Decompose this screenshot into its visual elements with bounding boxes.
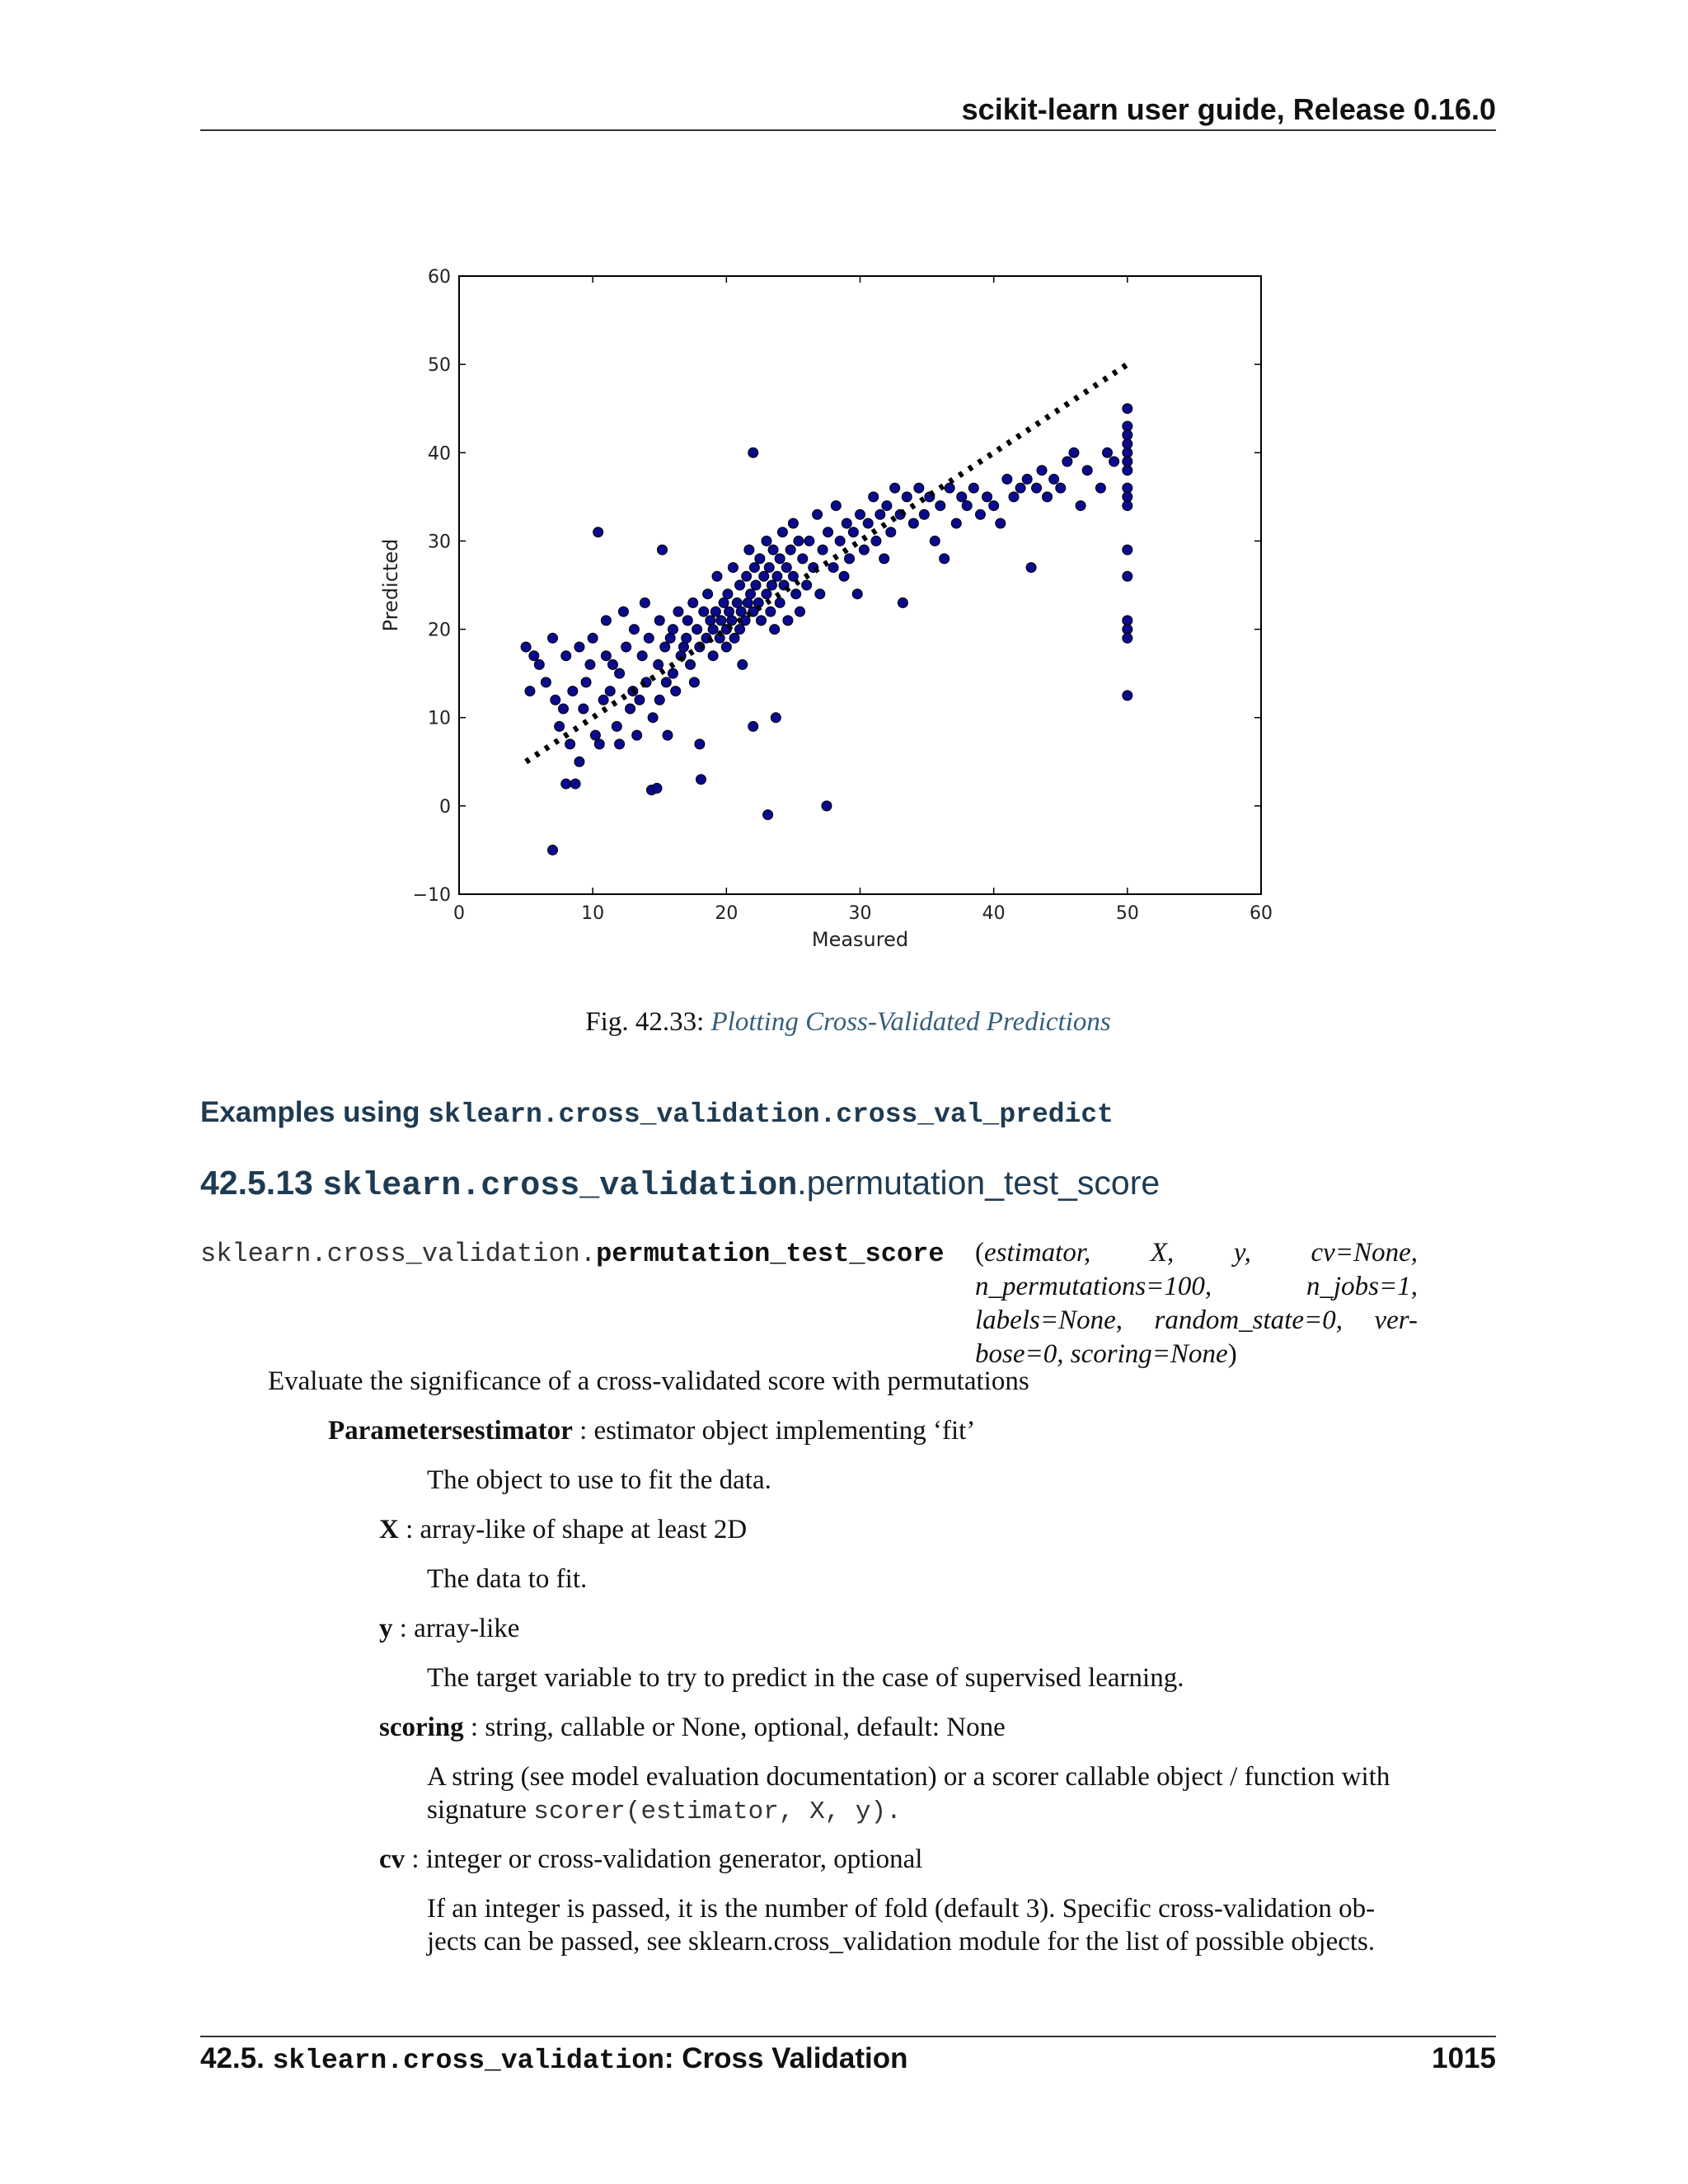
scatter-point [738, 659, 748, 669]
scatter-point [785, 545, 795, 555]
scatter-point [751, 580, 761, 590]
examples-heading-prefix: Examples using [200, 1096, 429, 1128]
scatter-point [629, 625, 639, 635]
plot-frame [459, 276, 1261, 894]
scatter-point [1002, 474, 1012, 484]
scatter-point [686, 659, 696, 669]
y-tick-label: 40 [428, 443, 451, 465]
x-tick-label: 50 [1115, 903, 1139, 924]
x-tick-label: 20 [715, 903, 738, 924]
scatter-point [951, 518, 961, 528]
scatter-point [668, 625, 678, 635]
scatter-point [1043, 492, 1053, 502]
header-rule [200, 129, 1496, 131]
footer-module: sklearn.cross_validation [272, 2046, 664, 2076]
scatter-point [1123, 545, 1132, 555]
scatter-point [898, 598, 907, 607]
scatter-point [644, 633, 654, 643]
scatter-point [1123, 404, 1132, 414]
scatter-point [570, 779, 580, 789]
scatter-point [749, 563, 759, 573]
scatter-point [605, 687, 615, 696]
scatter-point [975, 509, 985, 519]
param-scoring [379, 1711, 1006, 1744]
scatter-point [1082, 466, 1092, 476]
param-cv-desc [427, 1892, 1408, 1958]
scatter-point [859, 545, 869, 555]
figure-caption [200, 1007, 1496, 1038]
scatter-point [1032, 483, 1042, 493]
scatter-point [1123, 439, 1132, 449]
scatter-point [767, 580, 776, 590]
scatter-point [688, 598, 698, 607]
plot-layer [379, 267, 1273, 951]
y-tick-label: 0 [439, 796, 451, 818]
scatter-point [682, 616, 692, 626]
scatter-point [673, 607, 683, 616]
scatter-point [852, 589, 862, 599]
scatter-point [759, 571, 769, 581]
footer-page-number: 1015 [1432, 2042, 1496, 2074]
scatter-point [1123, 457, 1132, 466]
scatter-point [823, 527, 833, 537]
scatter-point [1049, 474, 1059, 484]
scatter-point [802, 580, 812, 590]
y-tick-label: 10 [428, 708, 451, 729]
scatter-point [574, 757, 584, 766]
scatter-point [818, 545, 828, 555]
scatter-chart [363, 247, 1286, 972]
scatter-point [886, 527, 896, 537]
signature-param: n_jobs=1, [1306, 1272, 1418, 1301]
scatter-point [525, 687, 535, 696]
scatter-point [621, 642, 631, 652]
scatter-point [835, 536, 845, 546]
signature-param: X, [1150, 1238, 1175, 1268]
scatter-point [748, 448, 758, 457]
scatter-point [1015, 483, 1025, 493]
scatter-point [845, 554, 855, 564]
scatter-point [632, 730, 642, 740]
param-cv-desc-line-2: jects can be passed, see sklearn.cross_validation module for the list of possible objects. [427, 1927, 1376, 1957]
y-tick-label: 60 [428, 267, 451, 288]
param-name: X [379, 1515, 399, 1544]
scatter-point [732, 598, 742, 607]
scatter-point [1123, 501, 1132, 511]
scatter-point [842, 518, 851, 528]
x-tick-label: 10 [581, 903, 605, 924]
scatter-point [601, 651, 611, 661]
param-estimator-desc: The object to use to fit the data. [427, 1465, 771, 1495]
param-name: scoring [379, 1713, 464, 1742]
scatter-point [654, 616, 664, 626]
section-heading [200, 1164, 1160, 1205]
param-scoring-desc [427, 1760, 1408, 1829]
examples-heading [200, 1096, 1114, 1130]
scatter-point [772, 571, 782, 581]
signature-close-paren: ) [1227, 1339, 1237, 1369]
scatter-point [728, 563, 738, 573]
scatter-point [1069, 448, 1079, 457]
scatter-point [721, 642, 731, 652]
scatter-point [710, 607, 720, 616]
param-x-desc: The data to fit. [427, 1564, 588, 1594]
scatter-point [879, 554, 889, 564]
scatter-point [708, 651, 718, 661]
scatter-point [908, 518, 918, 528]
scatter-point [1123, 421, 1132, 431]
scatter-point [654, 659, 663, 669]
signature-param: n_permutations=100, [975, 1272, 1212, 1301]
scatter-point [661, 677, 671, 687]
scatter-point [735, 625, 745, 635]
scatter-point [794, 536, 804, 546]
scatter-point [742, 571, 752, 581]
scatter-point [548, 845, 558, 855]
signature-params-line-3 [975, 1304, 1418, 1338]
scatter-point [1062, 457, 1072, 466]
scatter-point [746, 589, 756, 599]
scatter-point [940, 554, 950, 564]
scatter-point [590, 730, 600, 740]
scatter-point [654, 695, 664, 705]
scatter-point [696, 775, 706, 785]
scatter-point [902, 492, 912, 502]
scatter-point [1123, 448, 1132, 457]
scatter-point [652, 783, 662, 793]
scatter-point [791, 589, 801, 599]
scatter-point [529, 651, 539, 661]
scatter-point [601, 616, 611, 626]
parameters-heading: Parameters [328, 1416, 463, 1446]
x-tick-label: 30 [848, 903, 872, 924]
scatter-point [712, 571, 722, 581]
scatter-point [848, 527, 858, 537]
scatter-point [764, 563, 774, 573]
scatter-point [1056, 483, 1066, 493]
scatter-point [1123, 691, 1132, 701]
scatter-point [743, 598, 753, 607]
footer-section-number: 42.5. [200, 2042, 273, 2074]
scatter-point [1103, 448, 1113, 457]
param-type: : array-like [392, 1614, 520, 1643]
param-type: : integer or cross-validation generator, optional [405, 1844, 923, 1874]
scatter-point [968, 483, 978, 493]
scatter-point [770, 625, 780, 635]
param-y [379, 1612, 519, 1645]
scatter-point [762, 589, 771, 599]
scatter-point [716, 616, 726, 626]
signature-params [975, 1236, 1418, 1371]
scatter-point [727, 616, 737, 626]
scatter-point [989, 501, 999, 511]
function-description: Evaluate the significance of a cross-validated score with permutations [268, 1366, 1029, 1396]
scatter-point [574, 642, 584, 652]
scatter-point [607, 659, 617, 669]
scatter-point [615, 739, 625, 749]
param-name: cv [379, 1844, 406, 1874]
scatter-point [919, 509, 929, 519]
scatter-point [763, 810, 773, 820]
scatter-point [648, 713, 658, 723]
scatter-point [813, 509, 823, 519]
section-number: 42.5.13 [200, 1164, 313, 1202]
signature-param: y, [1233, 1238, 1251, 1268]
y-axis-label: Predicted [379, 538, 402, 632]
scatter-point [724, 607, 734, 616]
scatter-point [699, 607, 709, 616]
scatter-point [585, 659, 595, 669]
figure-caption-link[interactable]: Plotting Cross-Validated Predictions [710, 1007, 1111, 1037]
scatter-point [996, 518, 1006, 528]
scatter-point [828, 563, 838, 573]
scatter-point [588, 633, 598, 643]
scatter-point [1123, 625, 1132, 635]
scatter-point [668, 668, 678, 678]
signature-param: bose=0, scoring=None [975, 1339, 1228, 1369]
scatter-point [660, 642, 670, 652]
scatter-point [771, 713, 781, 723]
scatter-point [1076, 501, 1085, 511]
section-module: sklearn.cross_validation [322, 1168, 798, 1205]
scatter-point [871, 536, 881, 546]
scatter-point [555, 721, 565, 731]
scatter-point [568, 687, 578, 696]
scatter-point [665, 633, 675, 643]
scatter-point [962, 501, 972, 511]
scatter-point [682, 633, 692, 643]
scatter-point [593, 527, 603, 537]
signature-open-paren: ( [975, 1238, 984, 1268]
scatter-point [541, 677, 551, 687]
scatter-point [1123, 633, 1132, 643]
scatter-point [798, 554, 808, 564]
scatter-point [982, 492, 992, 502]
scatter-point [1095, 483, 1105, 493]
signature-param: labels=None, [975, 1305, 1123, 1335]
scatter-point [869, 492, 879, 502]
scatter-point [615, 668, 625, 678]
param-type: : string, callable or None, optional, default: None [463, 1713, 1006, 1742]
scatter-point [930, 536, 940, 546]
scatter-point [822, 801, 832, 811]
scatter-point [689, 677, 699, 687]
scatter-point [1123, 616, 1132, 626]
param-estimator [328, 1414, 975, 1447]
scatter-point [1123, 571, 1132, 581]
scatter-point [775, 598, 785, 607]
scatter-point [703, 589, 713, 599]
scatter-point [729, 633, 739, 643]
scatter-point [788, 518, 798, 528]
scatter-point [719, 598, 729, 607]
scatter-point [626, 704, 635, 714]
running-header-title: scikit-learn user guide, Release 0.16.0 [961, 92, 1496, 126]
signature-param: random_state=0, [1154, 1305, 1343, 1335]
scatter-point [640, 598, 649, 607]
scatter-point [935, 501, 945, 511]
param-y-desc: The target variable to try to predict in the case of supervised learning. [427, 1663, 1184, 1693]
signature-param: cv=None, [1311, 1238, 1418, 1268]
scatter-point [957, 492, 967, 502]
scatter-point [795, 607, 805, 616]
scatter-point [1109, 457, 1119, 466]
param-scoring-desc-text: signature [427, 1795, 534, 1825]
signature-params-line-1 [975, 1236, 1418, 1270]
y-tick-label: −10 [412, 885, 451, 906]
examples-heading-code-link[interactable]: sklearn.cross_validation.cross_val_predict [428, 1099, 1114, 1130]
scatter-point [671, 687, 681, 696]
scatter-point [735, 580, 745, 590]
scatter-point [1022, 474, 1032, 484]
param-name: y [379, 1614, 393, 1643]
scatter-point [558, 704, 568, 714]
scatter-point [521, 642, 531, 652]
scatter-point [612, 721, 621, 731]
figure-caption-prefix: Fig. 42.33: [585, 1007, 711, 1037]
scatter-point [598, 695, 608, 705]
scatter-point [766, 607, 776, 616]
footer-section-title [200, 2042, 907, 2076]
scatter-point [1009, 492, 1019, 502]
section-function-name: .permutation_test_score [797, 1164, 1160, 1202]
signature-params-line-4 [975, 1338, 1418, 1371]
scatter-point [1123, 430, 1132, 440]
param-name: estimator [462, 1416, 573, 1446]
scatter-point [618, 607, 628, 616]
scatter-point [777, 527, 787, 537]
scatter-point [815, 589, 825, 599]
scatter-point [579, 704, 588, 714]
param-cv-desc-line-1: If an integer is passed, it is the number of fold (default 3). Specific cross-validation ob- [427, 1894, 1376, 1924]
scatter-point [534, 659, 544, 669]
signature-module: sklearn.cross_validation. [200, 1239, 597, 1269]
scatter-point [594, 739, 604, 749]
scatter-point [708, 625, 718, 635]
scatter-point [548, 633, 558, 643]
scatter-point [882, 501, 892, 511]
scatter-point [875, 509, 885, 519]
scatter-point [657, 545, 667, 555]
scatter-point [856, 509, 865, 519]
y-tick-label: 20 [428, 620, 451, 641]
signature-param: ver- [1374, 1305, 1418, 1335]
scatter-point [561, 779, 571, 789]
scatter-point [804, 536, 814, 546]
footer-title: : Cross Validation [663, 2042, 908, 2074]
scatter-point [748, 721, 758, 731]
param-scoring-desc-line-2 [427, 1793, 1408, 1829]
scatter-point [781, 563, 791, 573]
scatter-point [1123, 492, 1132, 502]
footer-rule [200, 2036, 1496, 2037]
scatter-point [561, 651, 571, 661]
signature-param: estimator, [984, 1238, 1091, 1268]
x-tick-label: 40 [982, 903, 1006, 924]
scatter-point [736, 607, 746, 616]
y-tick-label: 30 [428, 532, 451, 553]
scatter-point [831, 501, 841, 511]
scatter-point [762, 536, 771, 546]
scatter-point [695, 739, 705, 749]
signature-params-line-2 [975, 1270, 1418, 1304]
scatter-point [1123, 466, 1132, 476]
x-axis-label: Measured [811, 928, 909, 951]
scatter-point [945, 483, 954, 493]
scatter-point [637, 651, 647, 661]
scatter-point [581, 677, 591, 687]
scatter-point [1037, 466, 1047, 476]
param-type: : array-like of shape at least 2D [398, 1515, 748, 1544]
scatter-point [678, 642, 688, 652]
param-scoring-desc-code: scorer(estimator, X, y). [533, 1797, 902, 1826]
signature-function: permutation_test_score [596, 1239, 945, 1269]
scatter-point [768, 545, 778, 555]
scatter-point [692, 625, 702, 635]
scatter-point [551, 695, 560, 705]
scatter-point [663, 730, 673, 740]
x-tick-label: 60 [1250, 903, 1273, 924]
scatter-point [755, 554, 765, 564]
scatter-point [914, 483, 924, 493]
param-type: : estimator object implementing ‘fit’ [572, 1416, 976, 1446]
scatter-point [706, 616, 715, 626]
scatter-point [635, 695, 645, 705]
y-tick-label: 50 [428, 355, 451, 377]
scatter-point [783, 616, 793, 626]
x-tick-label: 0 [453, 903, 465, 924]
scatter-point [1026, 563, 1036, 573]
param-x [379, 1513, 747, 1546]
param-scoring-desc-line-1: A string (see model evaluation documentation) or a scorer callable object / function with [427, 1762, 1390, 1792]
signature-name [200, 1239, 945, 1269]
scatter-point [1123, 483, 1132, 493]
scatter-point [723, 589, 733, 599]
scatter-point [756, 616, 766, 626]
param-cv [379, 1843, 922, 1876]
scatter-point [744, 545, 754, 555]
scatter-point [775, 554, 785, 564]
scatter-point [565, 739, 575, 749]
scatter-point [839, 571, 849, 581]
scatter-point [890, 483, 900, 493]
scatter-point [863, 518, 873, 528]
